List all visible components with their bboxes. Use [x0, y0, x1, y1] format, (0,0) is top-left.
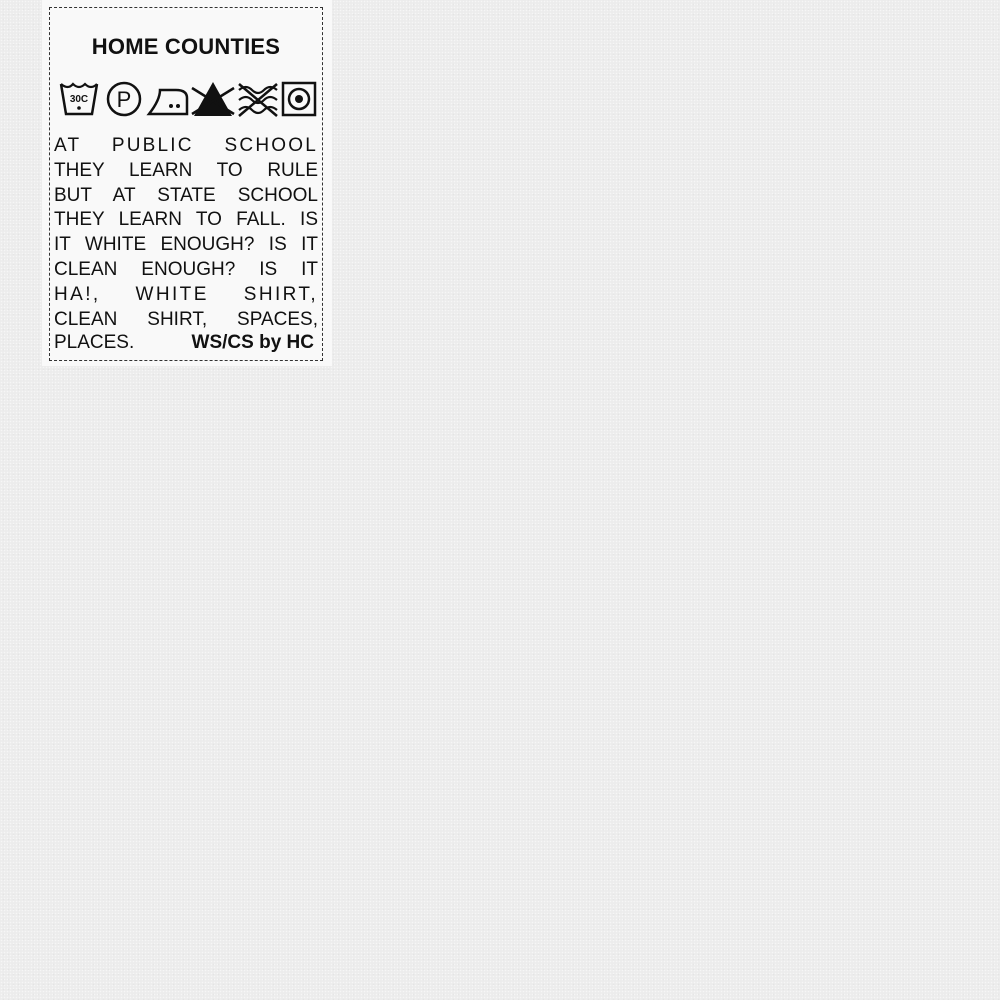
body-line: CLEAN SHIRT, SPACES,: [54, 308, 318, 330]
label-body-text: [54, 134, 318, 332]
label-title: HOME COUNTIES: [91, 34, 281, 59]
dry-clean-p-icon: [104, 78, 144, 120]
body-line: AT PUBLIC SCHOOL: [54, 135, 318, 156]
wash-30-icon: [58, 78, 100, 120]
care-icons-row: [58, 78, 316, 120]
iron-two-dots-icon: [146, 78, 190, 120]
body-line: THEY LEARN TO FALL. IS: [54, 209, 318, 231]
label-last-line: [54, 332, 318, 354]
tumble-dry-icon: [280, 78, 318, 120]
body-line: BUT AT STATE SCHOOL: [54, 184, 318, 206]
body-line: HA!, WHITE SHIRT,: [54, 283, 318, 305]
bleach-triangle-crossed-icon: [190, 78, 236, 120]
label-credit: WS/CS by HC: [191, 332, 314, 353]
wash-temp-text: 30C: [69, 94, 89, 105]
care-label-border: [49, 7, 323, 361]
tumble-dry-crossed-icon: [236, 78, 280, 120]
body-line: THEY LEARN TO RULE: [54, 159, 318, 181]
body-last-word: PLACES.: [54, 332, 135, 353]
body-line: IT WHITE ENOUGH? IS IT: [54, 234, 318, 256]
body-line: CLEAN ENOUGH? IS IT: [54, 258, 318, 280]
dry-clean-letter: P: [116, 87, 132, 112]
care-label: [42, 0, 332, 366]
